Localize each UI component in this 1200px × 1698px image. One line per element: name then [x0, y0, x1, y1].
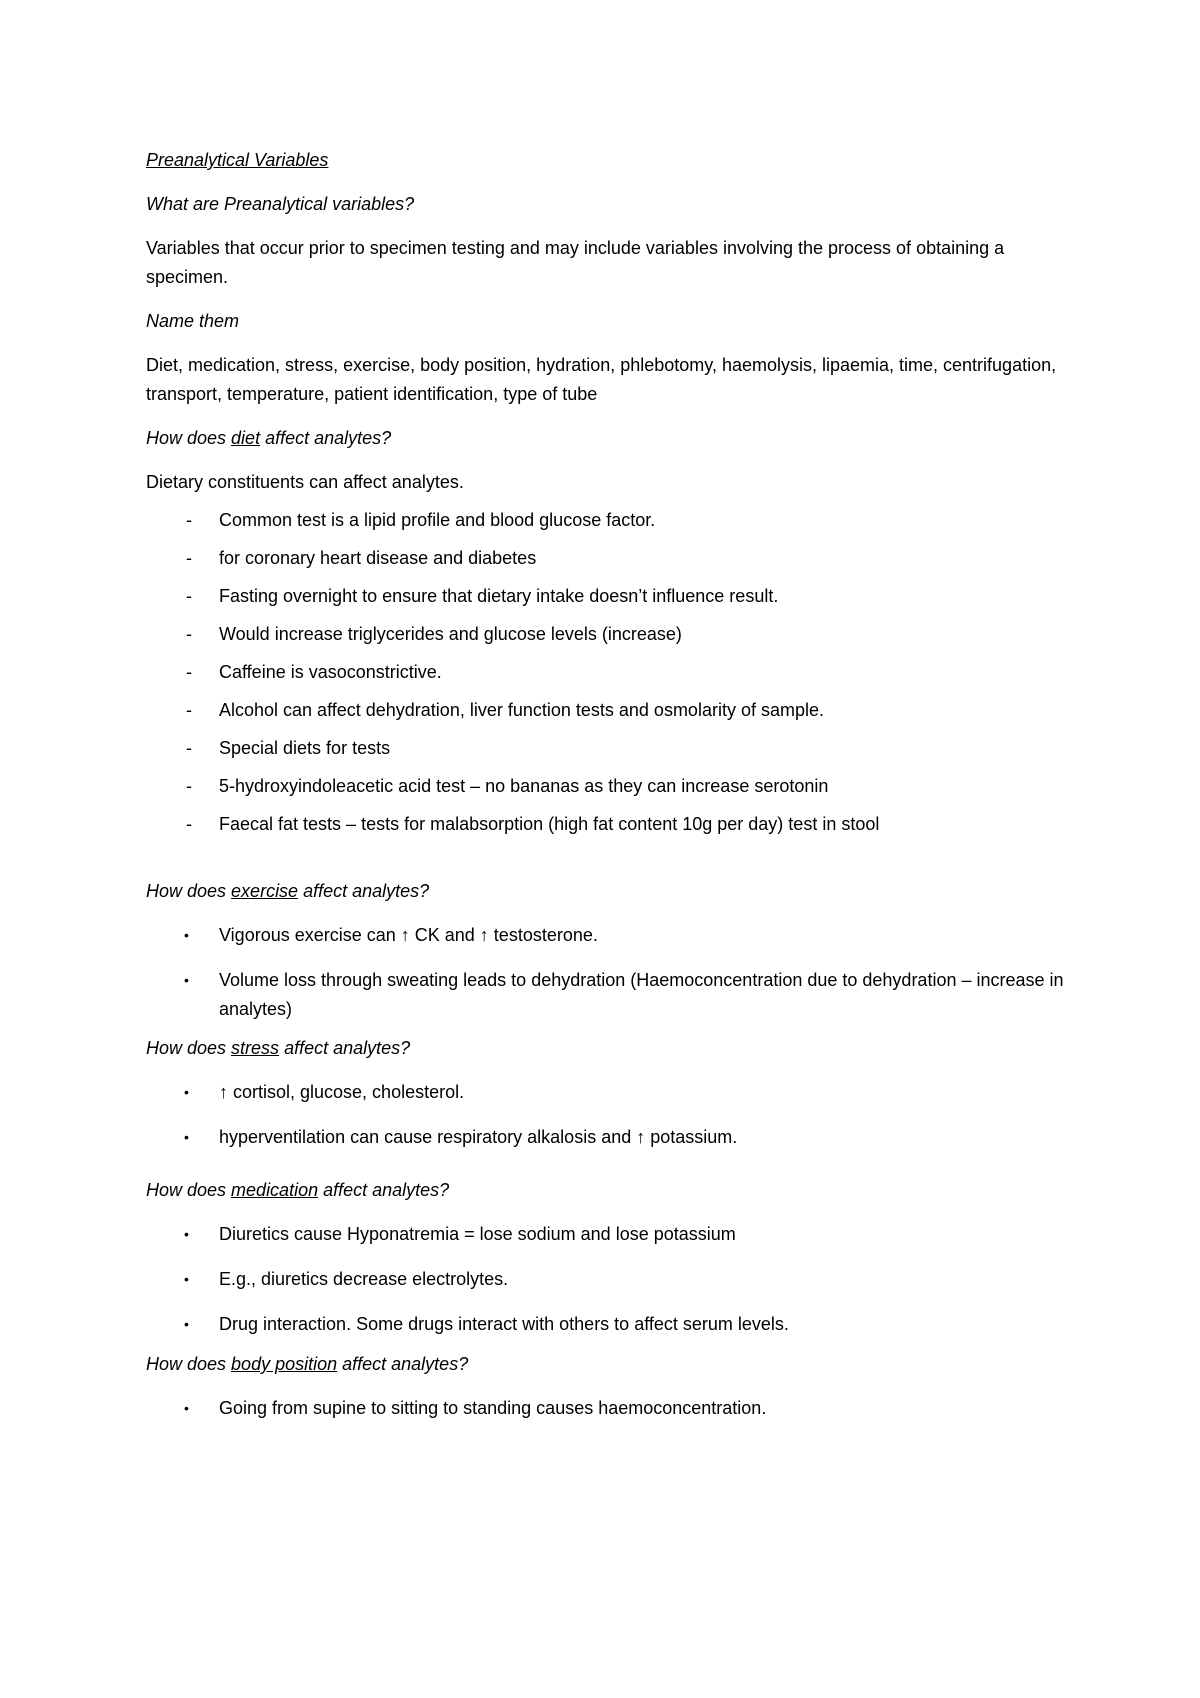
list-item [146, 1265, 1076, 1294]
question-keyword: diet [231, 428, 261, 448]
answer-definition: Variables that occur prior to specimen testing and may include variables involving the process of obtaining a specimen. [146, 238, 1005, 287]
list-item [146, 506, 1076, 535]
bullet-marker: • [184, 1316, 189, 1332]
list-item [146, 810, 1076, 839]
question-exercise [146, 877, 1076, 906]
list-item [146, 966, 1076, 1024]
list-item-text: Fasting overnight to ensure that dietary intake doesn’t influence result. [219, 586, 779, 606]
list-item [146, 696, 1076, 725]
list-item-text: Caffeine is vasoconstrictive. [219, 662, 442, 682]
question-suffix: affect analytes? [318, 1180, 450, 1200]
question-prefix: How does [146, 1038, 232, 1058]
question-keyword: medication [231, 1180, 319, 1200]
list-item-text: Drug interaction. Some drugs interact with others to affect serum levels. [219, 1314, 789, 1334]
diet-list [146, 506, 1076, 839]
list-item [146, 620, 1076, 649]
document-title: Preanalytical Variables [146, 150, 329, 170]
question-prefix: How does [146, 428, 232, 448]
dash-marker: - [186, 776, 192, 796]
question-prefix: How does [146, 881, 232, 901]
question-name-them: Name them [146, 311, 240, 331]
list-item-text: Common test is a lipid profile and blood glucose factor. [219, 510, 656, 530]
diet-intro: Dietary constituents can affect analytes. [146, 472, 464, 492]
list-item [146, 1220, 1076, 1249]
question-prefix: How does [146, 1354, 232, 1374]
dash-marker: - [186, 738, 192, 758]
list-item [146, 772, 1076, 801]
question-medication [146, 1176, 1076, 1205]
bullet-marker: • [184, 972, 189, 988]
list-item [146, 921, 1076, 950]
dash-marker: - [186, 662, 192, 682]
stress-list [146, 1078, 1076, 1152]
question-keyword: body position [231, 1354, 338, 1374]
dash-marker: - [186, 700, 192, 720]
question-keyword: stress [231, 1038, 280, 1058]
list-item [146, 1078, 1076, 1107]
dash-marker: - [186, 586, 192, 606]
question-suffix: affect analytes? [279, 1038, 411, 1058]
list-item [146, 1310, 1076, 1339]
list-item-text: Going from supine to sitting to standing causes haemoconcentration. [219, 1398, 767, 1418]
list-item-text: Would increase triglycerides and glucose levels (increase) [219, 624, 682, 644]
list-item-text: Vigorous exercise can ↑ CK and ↑ testosterone. [219, 925, 598, 945]
list-item [146, 734, 1076, 763]
question-what-are: What are Preanalytical variables? [146, 194, 415, 214]
bullet-marker: • [184, 1129, 189, 1145]
body-position-list [146, 1394, 1076, 1423]
answer-variables-list: Diet, medication, stress, exercise, body position, hydration, phlebotomy, haemolysis, lipaemia, time, centrifugation, transport, temperature, patient identification, type of tube [146, 355, 1057, 404]
list-item-text: Diuretics cause Hyponatremia = lose sodium and lose potassium [219, 1224, 736, 1244]
list-item [146, 582, 1076, 611]
question-suffix: affect analytes? [260, 428, 392, 448]
list-item-text: Volume loss through sweating leads to dehydration (Haemoconcentration due to dehydration – increase in analytes) [219, 970, 1064, 1019]
list-item [146, 1123, 1076, 1152]
list-item-text: Special diets for tests [219, 738, 391, 758]
list-item [146, 658, 1076, 687]
question-stress [146, 1034, 1076, 1063]
bullet-marker: • [184, 1084, 189, 1100]
list-item-text: E.g., diuretics decrease electrolytes. [219, 1269, 509, 1289]
medication-list [146, 1220, 1076, 1339]
bullet-marker: • [184, 927, 189, 943]
dash-marker: - [186, 548, 192, 568]
bullet-marker: • [184, 1400, 189, 1416]
list-item-text: hyperventilation can cause respiratory alkalosis and ↑ potassium. [219, 1127, 738, 1147]
dash-marker: - [186, 624, 192, 644]
list-item [146, 1394, 1076, 1423]
list-item-text: 5-hydroxyindoleacetic acid test – no bananas as they can increase serotonin [219, 776, 829, 796]
list-item-text: for coronary heart disease and diabetes [219, 548, 537, 568]
exercise-list [146, 921, 1076, 1024]
question-keyword: exercise [231, 881, 299, 901]
list-item-text: ↑ cortisol, glucose, cholesterol. [219, 1082, 465, 1102]
bullet-marker: • [184, 1226, 189, 1242]
document-page [146, 146, 1076, 1439]
dash-marker: - [186, 510, 192, 530]
list-item-text: Faecal fat tests – tests for malabsorption (high fat content 10g per day) test in stool [219, 814, 880, 834]
question-suffix: affect analytes? [337, 1354, 469, 1374]
list-item [146, 544, 1076, 573]
question-suffix: affect analytes? [298, 881, 430, 901]
bullet-marker: • [184, 1271, 189, 1287]
question-prefix: How does [146, 1180, 232, 1200]
question-diet [146, 424, 1076, 453]
question-body-position [146, 1350, 1076, 1379]
dash-marker: - [186, 814, 192, 834]
list-item-text: Alcohol can affect dehydration, liver function tests and osmolarity of sample. [219, 700, 824, 720]
